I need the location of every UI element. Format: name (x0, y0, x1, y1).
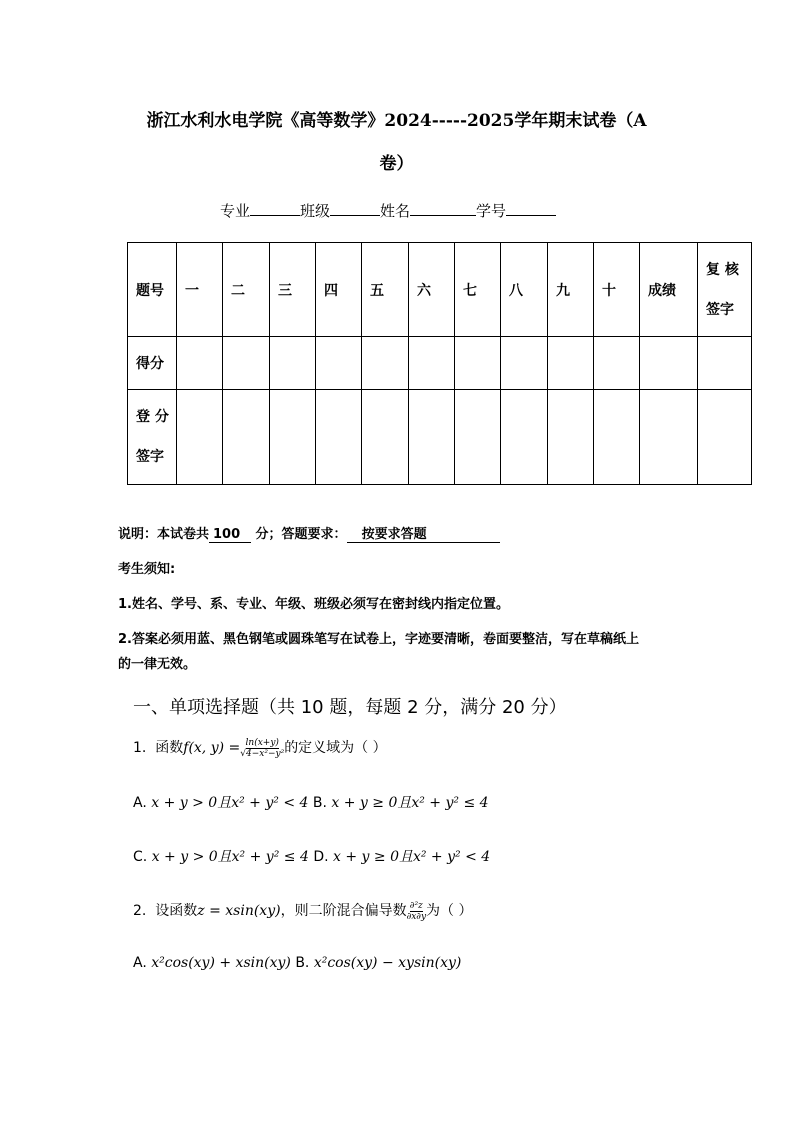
class-blank[interactable] (330, 201, 380, 216)
numerator: ln(x+y) (245, 737, 279, 748)
name-label: 姓名 (380, 202, 411, 220)
option-label: B. (312, 795, 327, 811)
option-b[interactable]: x + y ≥ 0且x² + y² ≤ 4 (331, 795, 489, 811)
option-a[interactable]: x²cos(xy) + xsin(xy) (151, 955, 291, 971)
header-cell: 十 (594, 243, 640, 337)
total-score: 100 (209, 527, 251, 543)
question-text: 的定义域为（ ） (284, 740, 387, 756)
option-label: A. (133, 955, 147, 971)
review-label: 复 核 (706, 261, 739, 278)
exam-title-line2: 卷） (379, 154, 414, 174)
sign-cell[interactable] (501, 390, 548, 485)
header-cell: 四 (316, 243, 362, 337)
option-label: A. (133, 795, 147, 811)
question-number: 2. (133, 903, 147, 919)
header-cell: 五 (362, 243, 409, 337)
score-cell[interactable] (270, 337, 316, 390)
score-table (127, 242, 752, 485)
table-row (128, 390, 752, 485)
sign-cell[interactable] (223, 390, 270, 485)
option-label: B. (295, 955, 310, 971)
sign-cell[interactable] (270, 390, 316, 485)
class-label: 班级 (300, 202, 331, 220)
fraction (240, 738, 284, 759)
score-cell[interactable] (548, 337, 594, 390)
option-d[interactable]: x + y ≥ 0且x² + y² < 4 (333, 849, 491, 865)
question-text: ，则二阶混合偏导数 (280, 903, 407, 919)
name-blank[interactable] (410, 201, 476, 216)
question-2 (133, 900, 473, 922)
exam-title-line1: 浙江水利水电学院《高等数学》2024-----2025学年期末试卷（A (146, 111, 647, 131)
student-info (220, 200, 556, 221)
sign-cell[interactable] (640, 390, 698, 485)
score-cell[interactable] (640, 337, 698, 390)
question-number: 1. (133, 740, 147, 756)
option-label: D. (313, 849, 329, 865)
option-a[interactable]: x + y > 0且x² + y² < 4 (151, 795, 309, 811)
register-sign-label: 签字 (136, 449, 164, 465)
review-header-cell (698, 243, 752, 337)
score-cell[interactable] (594, 337, 640, 390)
header-cell: 题号 (128, 243, 177, 337)
register-label: 登 分 (136, 409, 169, 425)
major-label: 专业 (220, 202, 251, 220)
q1-options-ab (133, 792, 489, 812)
score-cell[interactable] (698, 337, 752, 390)
desc-prefix: 说明：本试卷共 (118, 527, 210, 542)
desc-mid: 分；答题要求： (255, 527, 347, 542)
major-blank[interactable] (250, 201, 300, 216)
option-c[interactable]: x + y > 0且x² + y² ≤ 4 (151, 849, 309, 865)
score-cell[interactable] (362, 337, 409, 390)
sign-cell[interactable] (362, 390, 409, 485)
score-cell[interactable] (409, 337, 455, 390)
score-cell[interactable] (223, 337, 270, 390)
exam-description (118, 523, 500, 543)
sign-cell[interactable] (409, 390, 455, 485)
id-blank[interactable] (506, 201, 556, 216)
review-sign-label: 签字 (706, 301, 734, 318)
question-1 (133, 737, 387, 759)
score-row-label: 得分 (128, 337, 177, 390)
table-row (128, 337, 752, 390)
fraction (407, 901, 426, 922)
sign-cell[interactable] (316, 390, 362, 485)
sign-cell[interactable] (177, 390, 223, 485)
header-cell: 成绩 (640, 243, 698, 337)
sign-cell[interactable] (548, 390, 594, 485)
table-row (128, 243, 752, 337)
denominator: √4−x²−y² (240, 748, 285, 759)
section-title: 一、单项选择题（共 10 题，每题 2 分，满分 20 分） (133, 697, 567, 718)
header-cell: 八 (501, 243, 548, 337)
option-label: C. (133, 849, 148, 865)
q1-options-cd (133, 846, 490, 866)
notice-heading: 考生须知: (118, 562, 176, 577)
question-text: 函数 (155, 740, 184, 756)
header-cell: 七 (455, 243, 501, 337)
header-cell: 三 (270, 243, 316, 337)
q2-options-ab (133, 955, 461, 971)
rule-2: 2.答案必须用蓝、黑色钢笔或圆珠笔写在试卷上，字迹要清晰，卷面要整洁，写在草稿纸上的一律无效。 (118, 632, 639, 672)
rule-1: 1.姓名、学号、系、专业、年级、班级必须写在密封线内指定位置。 (118, 597, 509, 612)
sign-cell[interactable] (455, 390, 501, 485)
option-b[interactable]: x²cos(xy) − xysin(xy) (313, 955, 462, 971)
score-cell[interactable] (177, 337, 223, 390)
header-cell: 九 (548, 243, 594, 337)
sign-cell[interactable] (698, 390, 752, 485)
sign-cell[interactable] (594, 390, 640, 485)
math-expr: z = xsin(xy) (197, 903, 281, 919)
math-expr: f(x, y) = (183, 740, 241, 756)
id-label: 学号 (476, 202, 507, 220)
register-row-label (128, 390, 177, 485)
denominator: ∂x∂y (406, 911, 427, 922)
question-text: 为（ ） (426, 903, 473, 919)
score-cell[interactable] (316, 337, 362, 390)
header-cell: 六 (409, 243, 455, 337)
numerator: ∂²z (409, 900, 423, 911)
score-cell[interactable] (455, 337, 501, 390)
header-cell: 二 (223, 243, 270, 337)
question-text: 设函数 (155, 903, 198, 919)
header-cell: 一 (177, 243, 223, 337)
requirement-text: 按要求答题 (347, 523, 500, 543)
score-cell[interactable] (501, 337, 548, 390)
